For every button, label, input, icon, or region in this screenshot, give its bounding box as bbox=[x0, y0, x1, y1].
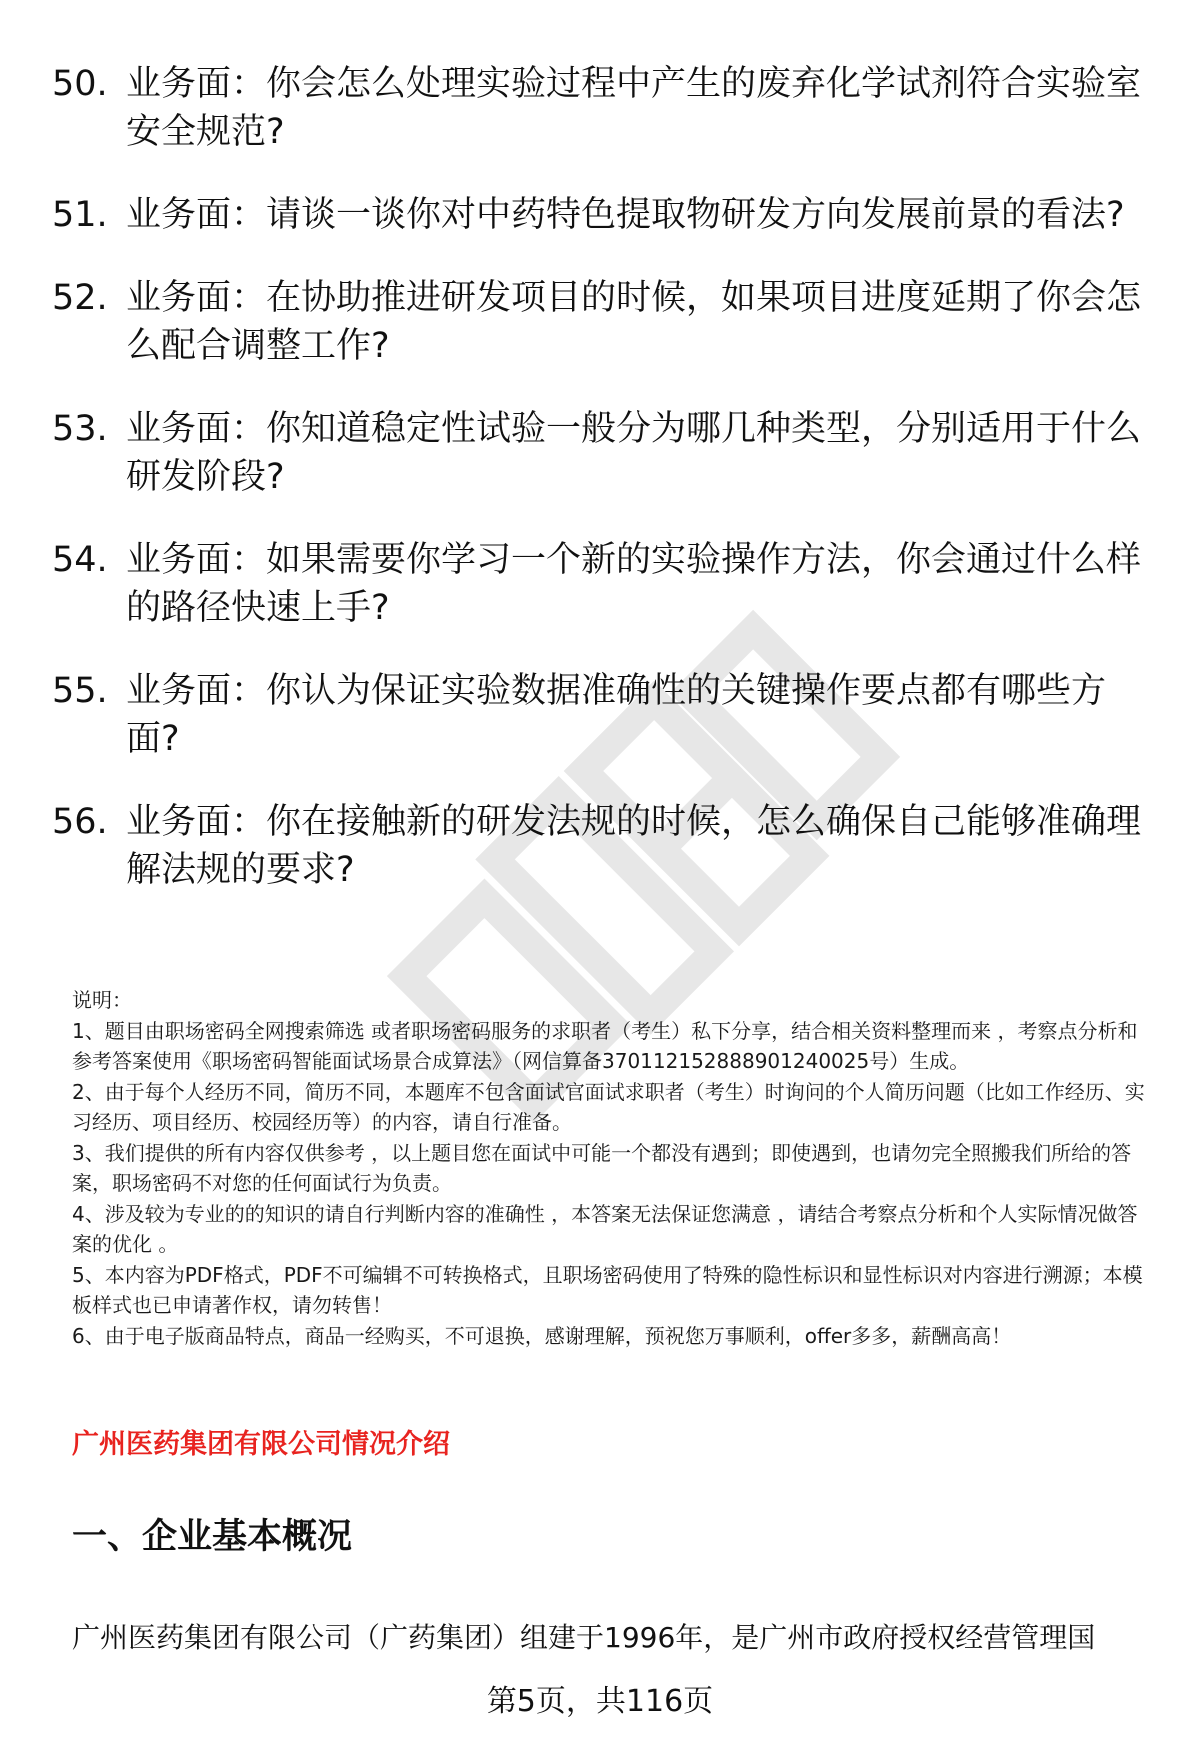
question-item bbox=[52, 274, 1152, 370]
question-item bbox=[52, 405, 1152, 501]
note-item: 2、由于每个人经历不同，简历不同，本题库不包含面试官面试求职者（考生）时询问的个人简历问题（比如工作经历、实习经历、项目经历、校园经历等）的内容，请自行准备。 bbox=[72, 1079, 1145, 1134]
page-number: 第5页，共116页 bbox=[486, 1684, 714, 1719]
question-number: 56. bbox=[52, 802, 108, 842]
notes-section bbox=[72, 985, 1152, 1351]
question-text: 业务面：如果需要你学习一个新的实验操作方法，你会通过什么样的路径快速上手? bbox=[126, 540, 1142, 628]
question-number: 53. bbox=[52, 409, 108, 449]
section-heading: 一、企业基本概况 bbox=[72, 1517, 353, 1557]
question-number: 54. bbox=[52, 540, 108, 580]
question-number: 50. bbox=[52, 64, 108, 104]
question-item bbox=[52, 191, 1152, 239]
question-item bbox=[52, 798, 1152, 894]
question-text: 业务面：你在接触新的研发法规的时候，怎么确保自己能够准确理解法规的要求? bbox=[126, 802, 1142, 890]
question-item bbox=[52, 536, 1152, 632]
notes-heading: 说明： bbox=[72, 988, 132, 1012]
question-text: 业务面：在协助推进研发项目的时候，如果项目进度延期了你会怎么配合调整工作? bbox=[126, 278, 1142, 366]
note-item: 6、由于电子版商品特点，商品一经购买，不可退换，感谢理解，预祝您万事顺利，offer多多，薪酬高高！ bbox=[72, 1323, 1012, 1348]
company-title: 广州医药集团有限公司情况介绍 bbox=[72, 1429, 450, 1460]
question-item bbox=[52, 60, 1152, 156]
question-number: 51. bbox=[52, 195, 108, 235]
note-item: 3、我们提供的所有内容仅供参考 ，以上题目您在面试中可能一个都没有遇到；即使遇到，也请勿完全照搬我们所给的答案，职场密码不对您的任何面试行为负责。 bbox=[72, 1140, 1132, 1195]
body-paragraph: 广州医药集团有限公司（广药集团）组建于1996年，是广州市政府授权经营管理国 bbox=[72, 1621, 1096, 1654]
question-text: 业务面：你知道稳定性试验一般分为哪几种类型，分别适用于什么研发阶段? bbox=[126, 409, 1142, 497]
question-text: 业务面：你会怎么处理实验过程中产生的废弃化学试剂符合实验室安全规范? bbox=[126, 64, 1142, 152]
note-item: 1、题目由职场密码全网搜索筛选 或者职场密码服务的求职者（考生）私下分享，结合相关资料整理而来 ，考察点分析和参考答案使用《职场密码智能面试场景合成算法》（网信算备370112152888901240025号）生成。 bbox=[72, 1018, 1138, 1073]
note-item: 4、涉及较为专业的的知识的请自行判断内容的准确性 ，本答案无法保证您满意 ，请结合考察点分析和个人实际情况做答案的优化 。 bbox=[72, 1201, 1138, 1256]
question-number: 52. bbox=[52, 278, 108, 318]
question-number: 55. bbox=[52, 671, 108, 711]
question-item bbox=[52, 667, 1152, 763]
note-item: 5、本内容为PDF格式，PDF不可编辑不可转换格式，且职场密码使用了特殊的隐性标识和显性标识对内容进行溯源；本模板样式也已申请著作权，请勿转售！ bbox=[72, 1262, 1143, 1317]
question-list bbox=[52, 60, 1152, 929]
question-text: 业务面：你认为保证实验数据准确性的关键操作要点都有哪些方面? bbox=[126, 671, 1107, 759]
question-text: 业务面：请谈一谈你对中药特色提取物研发方向发展前景的看法? bbox=[126, 195, 1125, 235]
